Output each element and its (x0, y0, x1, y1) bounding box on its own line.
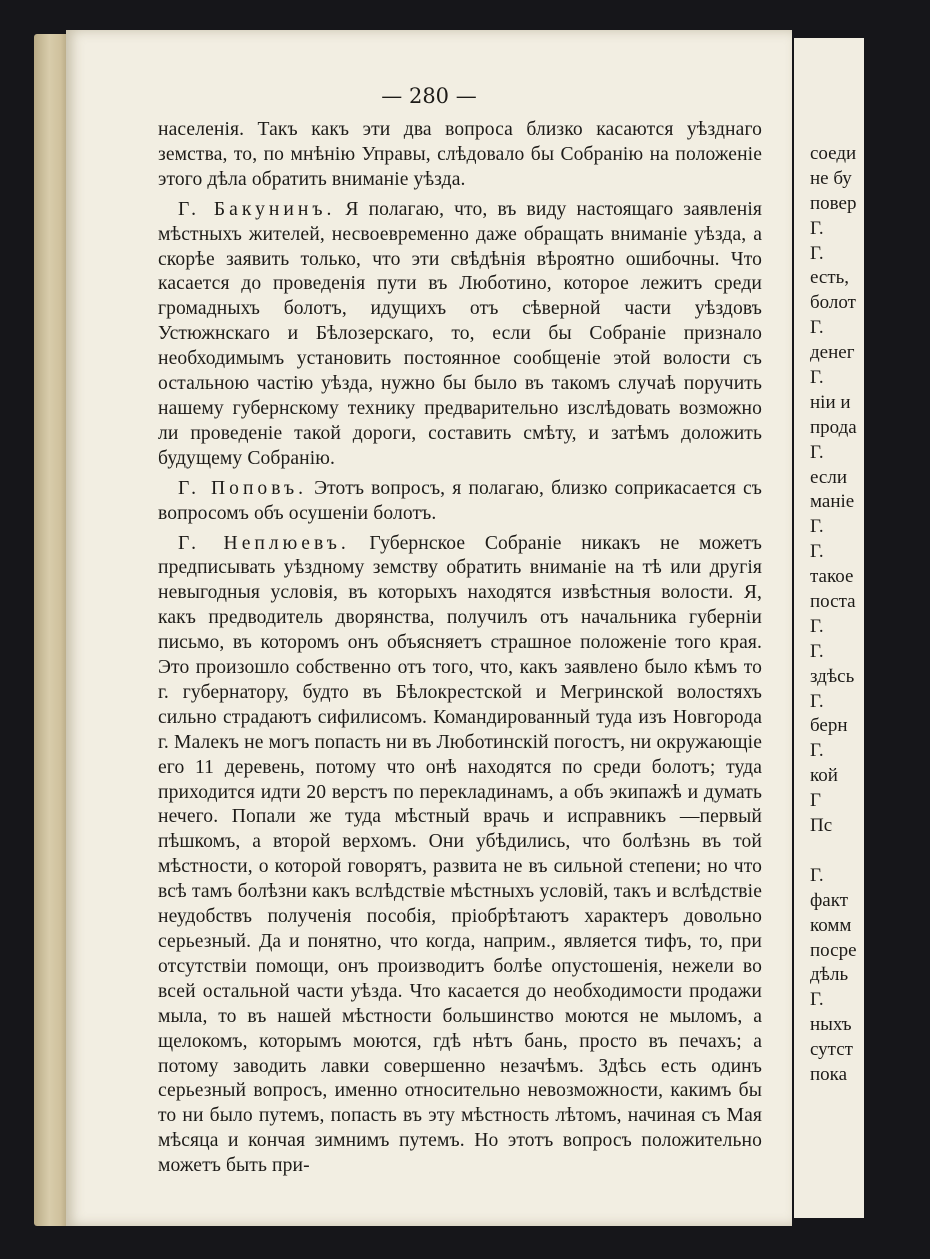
next-page-line: поста (810, 591, 856, 613)
next-page-line: Пс (810, 815, 833, 837)
paragraph (158, 118, 762, 193)
paragraph (158, 477, 762, 527)
next-page-line: факт (810, 889, 849, 911)
paragraph-text: населенія. Такъ какъ эти два вопроса близко касаются уѣзднаго земства, то, по мнѣнію Управы, слѣдовало бы Собранію на положеніе этого дѣла обратить вниманіе уѣзда. (158, 119, 762, 190)
next-page-line: Г. (810, 615, 824, 637)
next-page-line: такое (810, 566, 854, 588)
next-page-line: Г. (810, 516, 824, 538)
paragraph-text: Губернское Собраніе никакъ не можетъ предписывать уѣздному земству обратить вниманіе на тѣ или другія невыгодныя условія, въ которыхъ находятся извѣстныя волости. Я, какъ предводитель дворянства, получилъ отъ начальника губерніи письмо, въ которомъ онъ объясняетъ страшное положеніе того края. Это произошло собственно отъ того, что, какъ заявлено было кѣмъ то г. губернатору, будто въ Бѣлокрестской и Мегринской волостяхъ сильно страдаютъ сифилисомъ. Командированный туда изъ Новгорода г. Малекъ не могъ попасть ни въ Люботинскій погостъ, ни окружающіе его 11 деревень, потому что онѣ находятся по среди болотъ; туда приходится идти 20 верстъ по перекладинамъ, а объ экипажѣ и думать нечего. Попали же туда мѣстный врачь и исправникъ —первый пѣшкомъ, а второй верхомъ. Они убѣдились, что болѣзнь въ той мѣстности, о которой говорятъ, развита не въ сильной степени; но что всѣ тамъ болѣзни какъ вслѣдствіе мѣстныхъ условій, такъ и вслѣдствіе неудобствъ полученія пособія, пріобрѣтаютъ характеръ довольно серьезный. Да и понятно, что когда, наприм., является тифъ, то, при отсутствіи помощи, онъ производитъ болѣе опустошенія, нежели во всей остальной части уѣзда. Что касается до необходимости продажи мыла, то въ нашей мѣстности большинство моются не мыломъ, а щелокомъ, которымъ моются, гдѣ нѣтъ бань, просто въ печахъ; а потому заводить лавки совершенно незачѣмъ. Здѣсь есть одинъ серьезный вопросъ, именно относительно невозможности, какимъ бы то ни было путемъ, попасть въ эту мѣстность лѣтомъ, начиная съ Мая мѣсяца и кончая зимнимъ путемъ. Но этотъ вопросъ положительно можетъ быть при- (158, 532, 762, 1177)
next-page-line: Г. (810, 441, 824, 463)
next-page-line: соеди (810, 143, 857, 164)
next-page-line: Г. (810, 367, 824, 389)
next-page-line: дѣль (810, 964, 849, 986)
next-page-line: Г. (810, 317, 824, 339)
next-page-line: ніи и (810, 391, 851, 413)
next-page-line: Г. (810, 242, 824, 264)
next-page-text (810, 142, 930, 1088)
next-page-line: посре (810, 939, 857, 961)
paragraph (158, 532, 762, 1180)
next-page-line (810, 839, 930, 864)
next-page-line: ныхъ (810, 1014, 852, 1036)
speaker-name: Г. Поповъ. (178, 477, 308, 499)
page-number: — 280 — (381, 84, 477, 108)
speaker-name: Г. Бакунинъ. (178, 198, 336, 220)
paragraph (158, 198, 762, 472)
next-page-line: есть, (810, 267, 850, 289)
page-text (158, 118, 762, 1179)
next-page-line: здѣсь (810, 665, 855, 687)
book-page (66, 30, 792, 1226)
next-page-line: Г. (810, 217, 824, 239)
next-page-line: берн (810, 715, 848, 737)
next-page-line: денег (810, 342, 855, 364)
next-page-line: Г. (810, 541, 824, 563)
next-page-line: не бу (810, 167, 852, 189)
next-page-line: болот (810, 292, 856, 314)
next-page-line: сутст (810, 1039, 853, 1061)
next-page-line: повер (810, 192, 857, 214)
next-page-line: Г. (810, 864, 824, 886)
next-page-line: Г. (810, 640, 824, 662)
next-page-line: маніе (810, 491, 855, 513)
next-page-line: Г (810, 790, 821, 812)
next-page-line: если (810, 466, 847, 488)
paragraph-text: Этотъ вопросъ, я полагаю, близко соприкасается съ вопросомъ объ осушеніи болотъ. (158, 477, 763, 524)
next-page-line: Г. (810, 690, 824, 712)
next-page-line: пока (810, 1063, 848, 1085)
next-page-edge (794, 38, 864, 1218)
speaker-name: Г. Неплюевъ. (178, 532, 350, 554)
next-page-line: комм (810, 914, 852, 936)
next-page-line: Г. (810, 989, 824, 1011)
next-page-line: Г. (810, 740, 824, 762)
paragraph-text: Я полагаю, что, въ виду настоящаго заявленія мѣстныхъ жителей, несвоевременно даже обращать вниманіе уѣзда, а скорѣе заявить только, что эти свѣдѣнія вѣроятно ошибочны. Что касается до проведенія пути въ Люботино, которое лежитъ среди громадныхъ болотъ, идущихъ отъ сѣверной части уѣздовъ Устюжнскаго и Бѣлозерскаго, то, если бы Собраніе признало необходимымъ установить постоянное сообщеніе этой волости съ остальною частію уѣзда, нужно бы было въ такомъ случаѣ поручить нашему губернскому технику предварительно изслѣдовать возможно ли проведеніе такой дороги, составить смѣту, и затѣмъ доложить будущему Собранію. (158, 198, 762, 469)
next-page-line: прода (810, 416, 857, 438)
next-page-line: кой (810, 765, 838, 787)
